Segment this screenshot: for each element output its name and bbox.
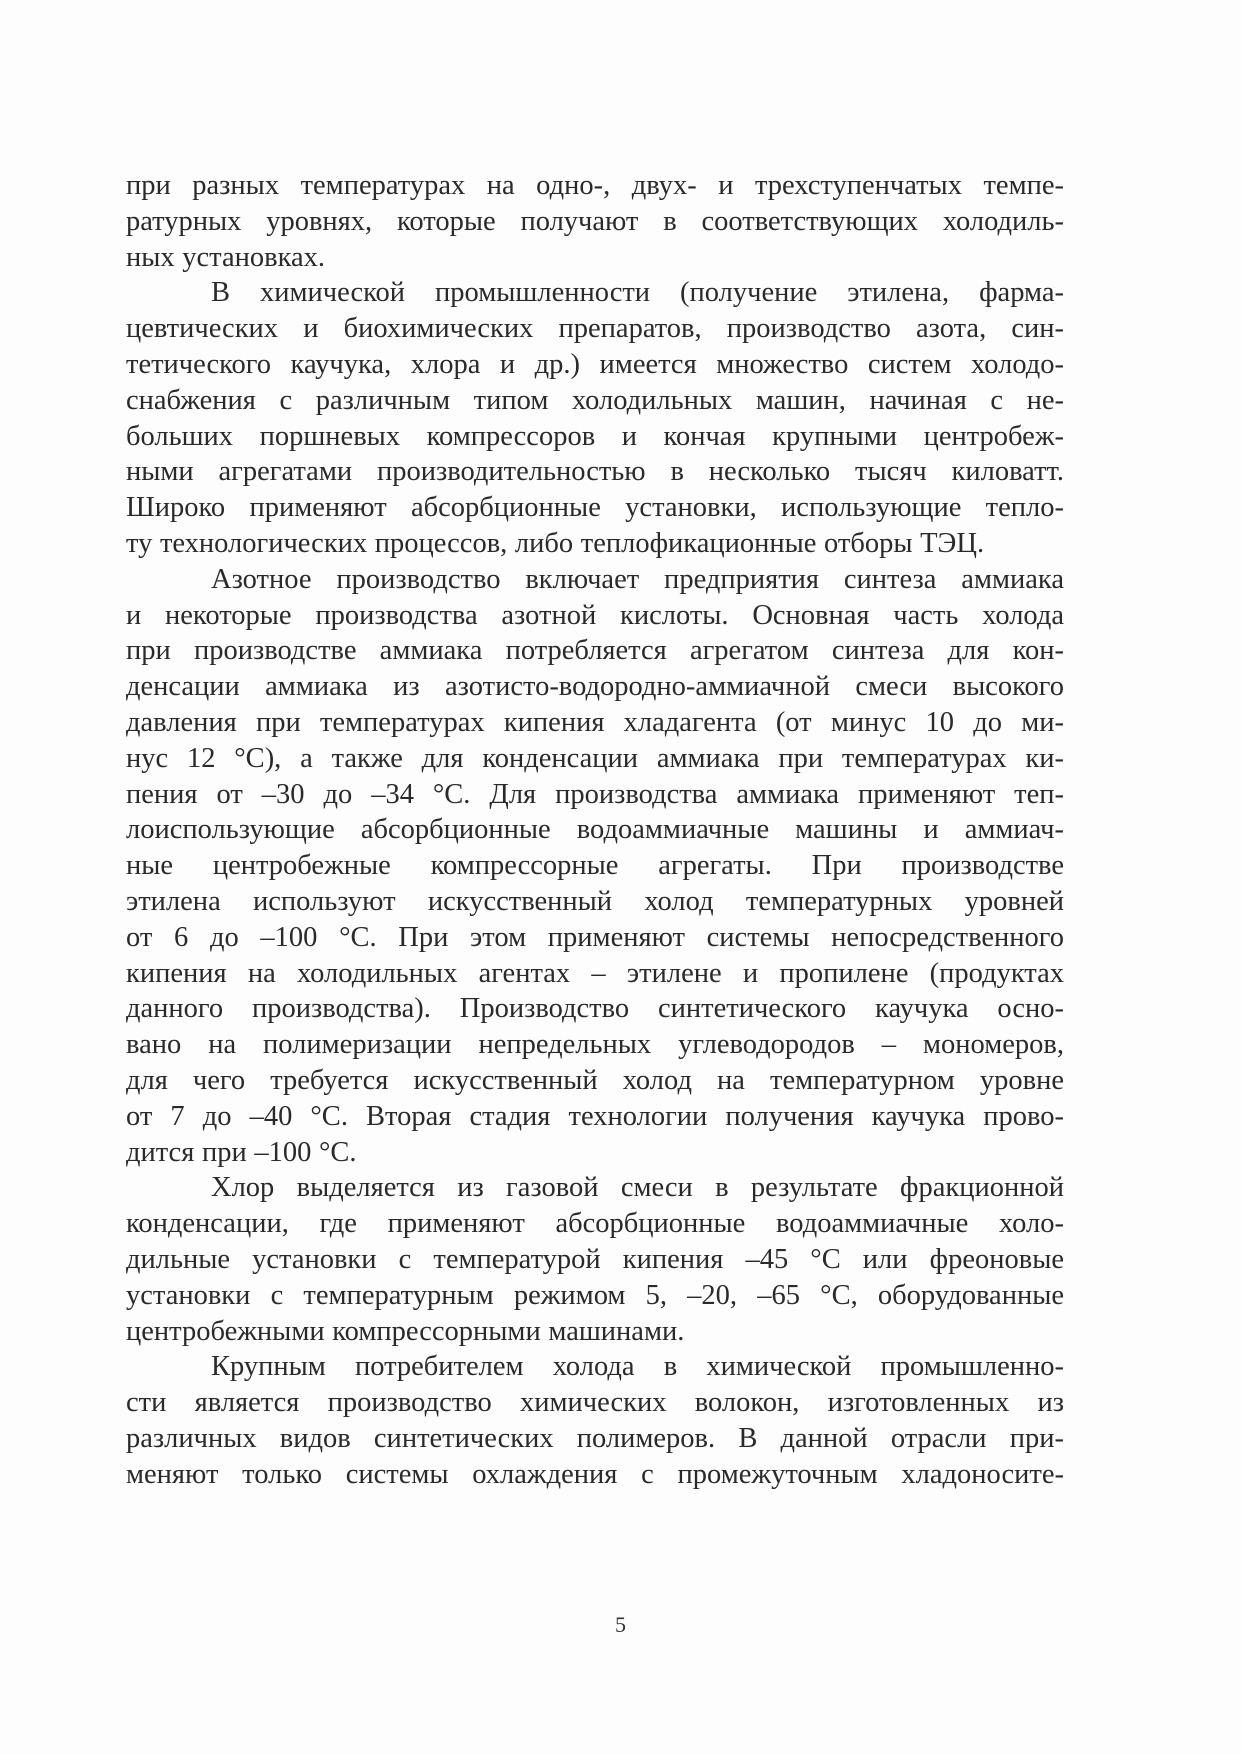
paragraph-2 (126, 275, 1064, 561)
text-line: и некоторые производства азотной кислоты. Основная часть холода (126, 599, 1064, 631)
text-line: ратурных уровнях, которые получают в соответствующих холодиль- (126, 205, 1064, 237)
text-line: центробежными компрессорными машинами. (126, 1315, 685, 1347)
text-line: ными агрегатами производительностью в несколько тысяч киловатт. (126, 456, 1064, 488)
text-line: ных установках. (126, 241, 326, 273)
text-line: пения от –30 до –34 °С. Для производства аммиака применяют теп- (126, 778, 1064, 810)
text-line: Крупным потребителем холода в химической промышленно- (211, 1351, 1064, 1383)
text-line: конденсации, где применяют абсорбционные водоаммиачные холо- (126, 1208, 1064, 1240)
body-text (126, 168, 1064, 1492)
paragraph-5 (126, 1349, 1064, 1492)
text-line: В химической промышленности (получение этилена, фарма- (211, 277, 1064, 309)
text-line: установки с температурным режимом 5, –20, –65 °С, оборудованные (126, 1279, 1064, 1311)
text-line: ные центробежные компрессорные агрегаты. При производстве (126, 850, 1064, 882)
text-line: при производстве аммиака потребляется агрегатом синтеза для кон- (126, 635, 1064, 667)
text-line: нус 12 °С), а также для конденсации аммиака при температурах ки- (126, 742, 1064, 774)
text-line: больших поршневых компрессоров и кончая крупными центробеж- (126, 420, 1064, 452)
text-line: при разных температурах на одно-, двух- и трехступенчатых темпе- (126, 170, 1064, 201)
text-line: от 7 до –40 °С. Вторая стадия технологии получения каучука прово- (126, 1100, 1064, 1132)
text-line: цевтических и биохимических препаратов, производство азота, син- (126, 313, 1064, 345)
text-line: различных видов синтетических полимеров. В данной отрасли при- (126, 1422, 1064, 1454)
text-line: денсации аммиака из азотисто-водородно-аммиачной смеси высокого (126, 671, 1064, 703)
text-line: этилена используют искусственный холод температурных уровней (126, 885, 1064, 917)
text-line: меняют только системы охлаждения с промежуточным хладоносите- (126, 1458, 1064, 1490)
text-line: сти является производство химических волокон, изготовленных из (126, 1387, 1064, 1419)
paragraph-3 (126, 562, 1064, 1171)
text-line: давления при температурах кипения хладагента (от минус 10 до ми- (126, 706, 1064, 738)
text-line: тетического каучука, хлора и др.) имеется множество систем холодо- (126, 348, 1064, 380)
text-line: вано на полимеризации непредельных углеводородов – мономеров, (126, 1029, 1064, 1061)
text-line: Хлор выделяется из газовой смеси в результате фракционной (211, 1172, 1064, 1204)
text-line: Широко применяют абсорбционные установки, использующие тепло- (126, 492, 1064, 524)
text-line: Азотное производство включает предприятия синтеза аммиака (211, 563, 1064, 595)
text-line: данного производства). Производство синтетического каучука осно- (126, 993, 1064, 1025)
page-number: 5 (615, 1612, 626, 1637)
text-line: дится при –100 °С. (126, 1136, 357, 1168)
paragraph-1 (126, 168, 1064, 275)
paragraph-4 (126, 1170, 1064, 1349)
text-line: от 6 до –100 °С. При этом применяют системы непосредственного (126, 921, 1064, 953)
text-line: снабжения с различным типом холодильных машин, начиная с не- (126, 384, 1064, 416)
text-line: дильные установки с температурой кипения –45 °С или фреоновые (126, 1243, 1064, 1275)
text-line: кипения на холодильных агентах – этилене и пропилене (продуктах (126, 957, 1064, 989)
text-line: ту технологических процессов, либо теплофикационные отборы ТЭЦ. (126, 527, 985, 559)
text-line: для чего требуется искусственный холод на температурном уровне (126, 1064, 1064, 1096)
text-line: лоиспользующие абсорбционные водоаммиачные машины и аммиач- (126, 814, 1064, 846)
